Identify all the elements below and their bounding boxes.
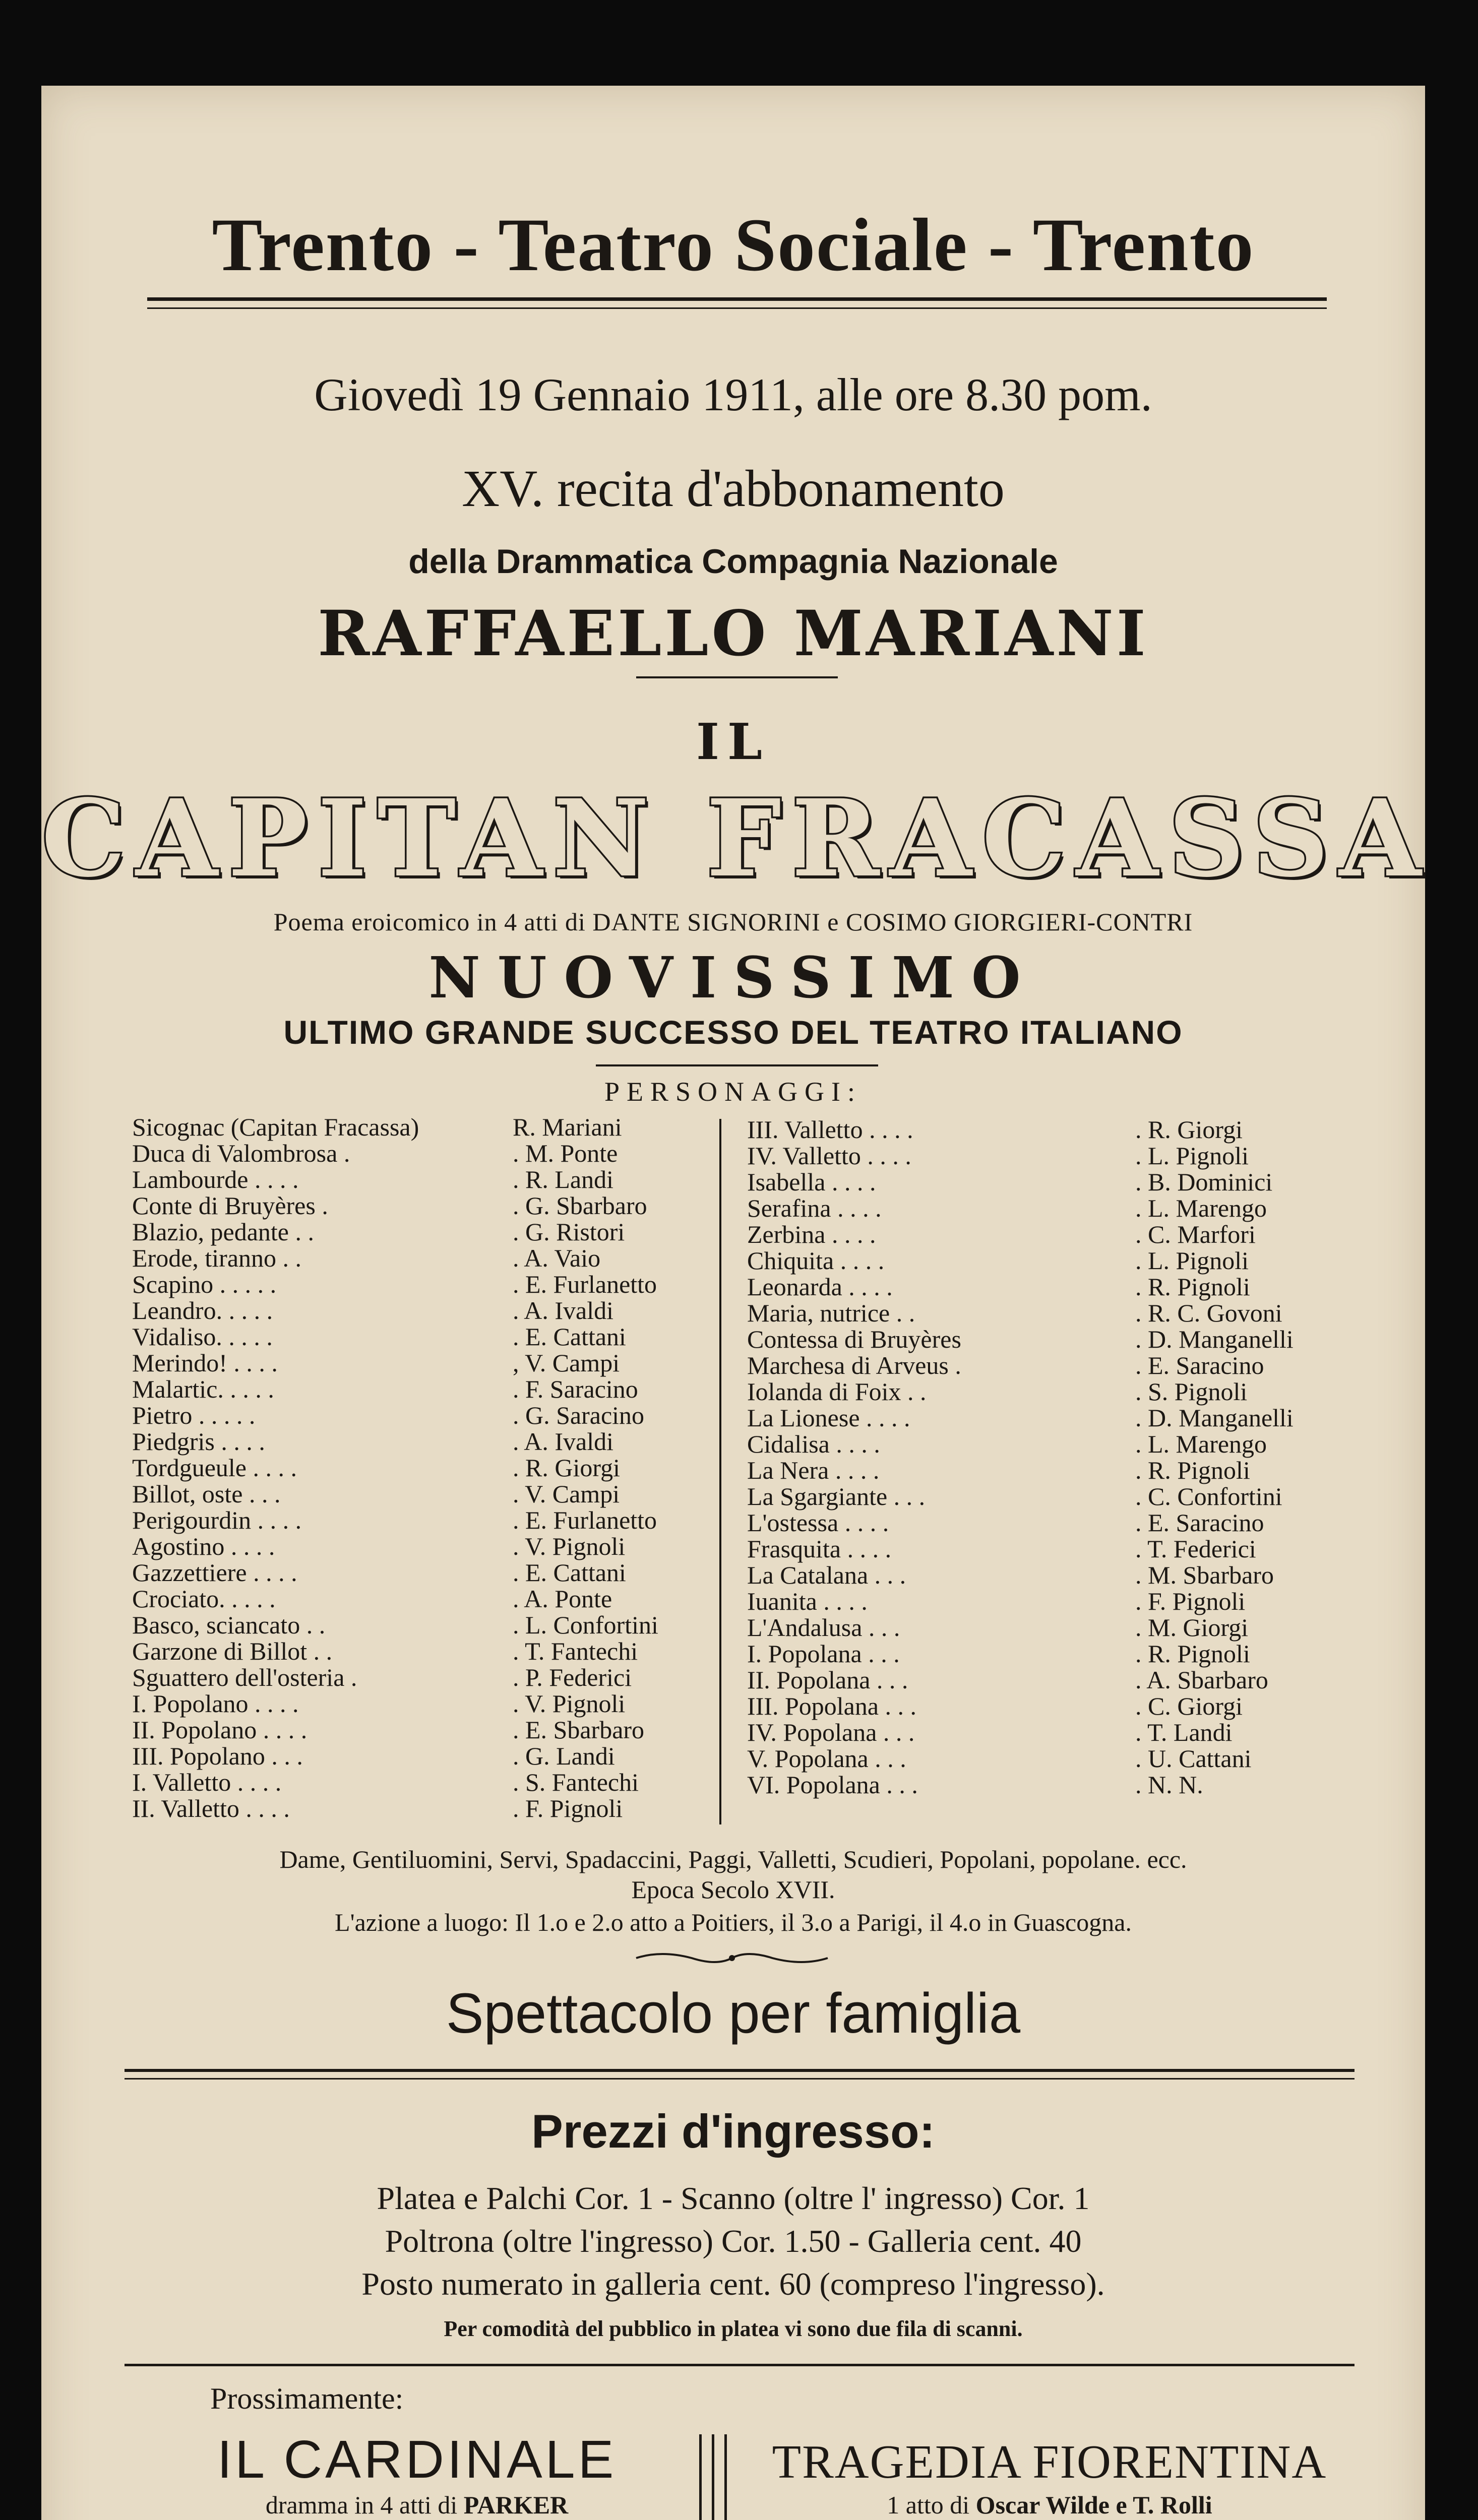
cast-row [747,1195,1377,1221]
family-note: Spettacolo per famiglia [446,1982,1021,2045]
cast-actor: . V. Pignoli [513,1532,626,1560]
cast-role: La Lionese . . . . [747,1404,910,1432]
cast-actor: . R. Landi [513,1165,613,1193]
cast-role: Agostino . . . . [132,1532,275,1560]
play-title: CAPITAN FRACASSA [41,776,1432,901]
cast-role: Duca di Valombrosa . [132,1139,350,1167]
cast-row [132,1455,762,1481]
cast-role: Blazio, pedante . . [132,1218,314,1246]
cast-actor: . L. Pignoli [1135,1246,1249,1275]
cast-role: Iolanda di Foix . . [747,1377,927,1406]
cast-actor: . A. Ivaldi [513,1296,613,1325]
cast-actor: . R. Pignoli [1135,1640,1250,1668]
cast-actor: . G. Landi [513,1742,615,1770]
header-rule-thick [147,297,1327,301]
recita-line: XV. recita d'abbonamento [462,460,1005,518]
cast-row [132,1690,762,1717]
cast-row [132,1612,762,1638]
cast-right-column [747,1116,1377,1798]
cast-row [747,1352,1377,1378]
header-title: Trento - Teatro Sociale - Trento [212,203,1255,287]
cast-role: La Sgargiante . . . [747,1482,926,1510]
cast-actor: . G. Sbarbaro [513,1191,647,1220]
price-line-2: Poltrona (oltre l'ingresso) Cor. 1.50 - Galleria cent. 40 [385,2223,1082,2259]
cast-role: Contessa di Bruyères [747,1325,961,1353]
cast-role: II. Valletto . . . . [132,1794,290,1822]
cast-role: Basco, sciancato . . [132,1611,326,1639]
cast-actor: . L. Marengo [1135,1194,1267,1222]
cast-role: Chiquita . . . . [747,1246,885,1275]
cast-role: II. Popolano . . . . [132,1716,307,1744]
cast-actor: . F. Pignoli [513,1794,623,1822]
cast-actor: . C. Giorgi [1135,1692,1243,1720]
cast-actor: . T. Federici [1135,1535,1256,1563]
cast-actor: . R. Giorgi [1135,1115,1243,1144]
cast-actor: . V. Pignoli [513,1689,626,1718]
cast-actor: . M. Giorgi [1135,1613,1249,1642]
cast-actor: . R. Pignoli [1135,1273,1250,1301]
cast-row [747,1745,1377,1772]
cast-actor: . E. Cattani [513,1322,626,1351]
cast-row [132,1271,762,1297]
cast-row [747,1536,1377,1562]
cast-actor: . C. Confortini [1135,1482,1282,1510]
cast-row [747,1247,1377,1274]
cast-role: Leandro. . . . . [132,1296,273,1325]
cast-role: III. Popolana . . . [747,1692,917,1720]
cast-row [132,1350,762,1376]
cast-row [747,1614,1377,1641]
cast-actor: . B. Dominici [1135,1168,1273,1196]
cast-row [132,1586,762,1612]
cast-actor: . A. Vaio [513,1244,601,1272]
cast-row [132,1428,762,1455]
cast-actor: . L. Pignoli [1135,1142,1249,1170]
cast-actor: . E. Saracino [1135,1508,1264,1537]
cast-actor: . E. Furlanetto [513,1270,657,1298]
cast-row [132,1114,762,1140]
cast-actor: . D. Manganelli [1135,1325,1294,1353]
cast-role: Crociato. . . . . [132,1585,276,1613]
prices-heading: Prezzi d'ingresso: [531,2105,935,2158]
price-line-1: Platea e Palchi Cor. 1 - Scanno (oltre l' ingresso) Cor. 1 [377,2180,1090,2216]
cast-row [747,1169,1377,1195]
cast-actor: . U. Cattani [1135,1744,1252,1773]
cast-row [747,1405,1377,1431]
upcoming-right-title: TRAGEDIA FIORENTINA [772,2436,1327,2488]
cast-row [132,1324,762,1350]
tagline-underline [596,1064,878,1066]
cast-role: Gazzettiere . . . . [132,1558,297,1587]
cast-left-column [132,1114,762,1821]
cast-role: I. Popolano . . . . [132,1689,299,1718]
cast-row [747,1772,1377,1798]
company-line: della Drammatica Compagnia Nazionale [408,542,1058,581]
cast-role: I. Valletto . . . . [132,1768,282,1796]
upcoming-right-author: Oscar Wilde e T. Rolli [975,2491,1212,2519]
cast-row [747,1326,1377,1352]
cast-actor: . D. Manganelli [1135,1404,1294,1432]
cast-row [132,1481,762,1507]
cast-role: Piedgris . . . . [132,1427,265,1456]
cast-role: Maria, nutrice . . [747,1299,915,1327]
cast-setting: L'azione a luogo: Il 1.o e 2.o atto a Poitiers, il 3.o a Parigi, il 4.o in Guascogna. [335,1908,1132,1936]
cast-actor: . T. Landi [1135,1718,1233,1746]
cast-role: L'ostessa . . . . [747,1508,889,1537]
cast-row [132,1219,762,1245]
cast-role: Conte di Bruyères . [132,1191,328,1220]
upcoming-rule [125,2364,1354,2366]
header-rule-thin [147,307,1327,309]
cast-role: Lambourde . . . . [132,1165,299,1193]
cast-row [132,1297,762,1324]
cast-row [132,1140,762,1166]
director-name: RAFFAELLO MARIANI [318,597,1149,670]
cast-row [747,1509,1377,1536]
upcoming-divider-b [712,2434,714,2520]
cast-role: Serafina . . . . [747,1194,882,1222]
cast-actor: . F. Pignoli [1135,1587,1246,1615]
cast-role: Malartic. . . . . [132,1375,274,1403]
cast-actor: . E. Sbarbaro [513,1716,645,1744]
cast-role: Erode, tiranno . . [132,1244,302,1272]
cast-row [132,1795,762,1821]
upcoming-label: Prossimamente: [210,2382,404,2415]
cast-actor: . R. Giorgi [513,1454,620,1482]
cast-actor: . R. Pignoli [1135,1456,1250,1484]
upcoming-divider-a [699,2434,702,2520]
cast-role: Garzone di Billot . . [132,1637,333,1665]
cast-role: Sicognac (Capitan Fracassa) [132,1113,419,1141]
cast-role: III. Valletto . . . . [747,1115,913,1144]
cast-actor: . G. Ristori [513,1218,625,1246]
cast-role: Frasquita . . . . [747,1535,892,1563]
cast-row [747,1719,1377,1745]
cast-row [747,1457,1377,1483]
cast-role: Isabella . . . . [747,1168,876,1196]
playbill-sheet [41,86,1432,2520]
cast-row [132,1507,762,1533]
cast-row [747,1116,1377,1143]
cast-actor: . L. Marengo [1135,1430,1267,1458]
cast-role: Billot, oste . . . [132,1480,281,1508]
cast-row [747,1667,1377,1693]
cast-row [747,1378,1377,1405]
upcoming-divider-c [724,2434,727,2520]
cast-row [747,1143,1377,1169]
cast-row [132,1769,762,1795]
cast-actor: . E. Saracino [1135,1351,1264,1379]
cast-role: Vidaliso. . . . . [132,1322,273,1351]
cast-actor: . M. Ponte [513,1139,618,1167]
cast-actor: R. Mariani [513,1113,622,1141]
cast-heading: PERSONAGGI: [604,1077,863,1107]
upcoming-left-title: IL CARDINALE [217,2430,617,2489]
cast-row [747,1483,1377,1509]
cast-row [132,1192,762,1219]
cast-role: V. Popolana . . . [747,1744,906,1773]
cast-row [747,1431,1377,1457]
cast-actor: . G. Saracino [513,1401,645,1429]
cast-actor: . A. Sbarbaro [1135,1666,1268,1694]
cast-actor: . V. Campi [513,1480,620,1508]
upcoming-left-block [122,2429,712,2520]
cast-role: Merindo! . . . . [132,1349,278,1377]
cast-row [132,1245,762,1271]
prices-rule-thin [125,2078,1354,2080]
upcoming-right-block [737,2434,1362,2520]
cast-row [132,1376,762,1402]
prices-note: Per comodità del pubblico in platea vi sono due fila di scanni. [444,2316,1023,2341]
cast-role: L'Andalusa . . . [747,1613,900,1642]
cast-role: La Catalana . . . [747,1561,906,1589]
cast-role: Sguattero dell'osteria . [132,1663,357,1691]
cast-role: Zerbina . . . . [747,1220,876,1248]
cast-actor: . E. Furlanetto [513,1506,657,1534]
cast-row [132,1533,762,1559]
tagline: ULTIMO GRANDE SUCCESSO DEL TEATRO ITALIANO [283,1014,1183,1051]
cast-role: La Nera . . . . [747,1456,880,1484]
novelty-label: NUOVISSIMO [428,945,1038,1011]
price-line-3: Posto numerato in galleria cent. 60 (compreso l'ingresso). [361,2266,1105,2302]
cast-actor: , V. Campi [513,1349,620,1377]
prices-rule-thick [125,2069,1354,2072]
cast-actor: . P. Federici [513,1663,632,1691]
cast-actor: . M. Sbarbaro [1135,1561,1274,1589]
cast-row [132,1166,762,1192]
cast-role: II. Popolana . . . [747,1666,908,1694]
cast-role: VI. Popolana . . . [747,1771,918,1799]
cast-actor: . T. Fantechi [513,1637,638,1665]
play-article: IL [696,713,770,771]
cast-row [132,1638,762,1664]
cast-role: Tordgueule . . . . [132,1454,297,1482]
cast-role: Iuanita . . . . [747,1587,868,1615]
cast-extras: Dame, Gentiluomini, Servi, Spadaccini, Paggi, Valletti, Scudieri, Popolani, popolane. ecc. [279,1845,1187,1873]
cast-actor: . S. Fantechi [513,1768,639,1796]
date-line: Giovedì 19 Gennaio 1911, alle ore 8.30 pom. [314,369,1152,420]
cast-divider [719,1119,721,1824]
cast-row [132,1717,762,1743]
cast-actor: . F. Saracino [513,1375,638,1403]
cast-row [747,1588,1377,1614]
cast-role: I. Popolana . . . [747,1640,900,1668]
cast-row [132,1664,762,1690]
upcoming-left-author: PARKER [463,2491,569,2519]
cast-epoch: Epoca Secolo XVII. [631,1875,835,1904]
cast-actor: . N. N. [1135,1771,1203,1799]
cast-actor: . A. Ponte [513,1585,612,1613]
cast-role: Cidalisa . . . . [747,1430,880,1458]
upcoming-right-sub: 1 atto di [887,2491,970,2519]
cast-row [747,1221,1377,1247]
cast-role: Perigourdin . . . . [132,1506,302,1534]
cast-actor: . L. Confortini [513,1611,658,1639]
cast-actor: . A. Ivaldi [513,1427,613,1456]
ornament-divider-icon [631,1948,833,1968]
cast-row [132,1743,762,1769]
cast-role: IV. Valletto . . . . [747,1142,911,1170]
cast-actor: . S. Pignoli [1135,1377,1248,1406]
cast-actor: . E. Cattani [513,1558,626,1587]
cast-row [747,1693,1377,1719]
cast-row [747,1274,1377,1300]
cast-role: III. Popolano . . . [132,1742,303,1770]
cast-row [747,1641,1377,1667]
cast-row [747,1300,1377,1326]
cast-role: Scapino . . . . . [132,1270,277,1298]
cast-role: IV. Popolana . . . [747,1718,915,1746]
cast-actor: . C. Marfori [1135,1220,1256,1248]
cast-row [132,1559,762,1586]
upcoming-left-sub: dramma in 4 atti di [265,2491,458,2519]
cast-role: Marchesa di Arveus . [747,1351,961,1379]
cast-role: Pietro . . . . . [132,1401,256,1429]
cast-role: Leonarda . . . . [747,1273,893,1301]
cast-row [747,1562,1377,1588]
cast-actor: . R. C. Govoni [1135,1299,1282,1327]
cast-row [132,1402,762,1428]
director-underline [636,676,838,678]
play-subtitle: Poema eroicomico in 4 atti di DANTE SIGNORINI e COSIMO GIORGIERI-CONTRI [273,908,1193,936]
